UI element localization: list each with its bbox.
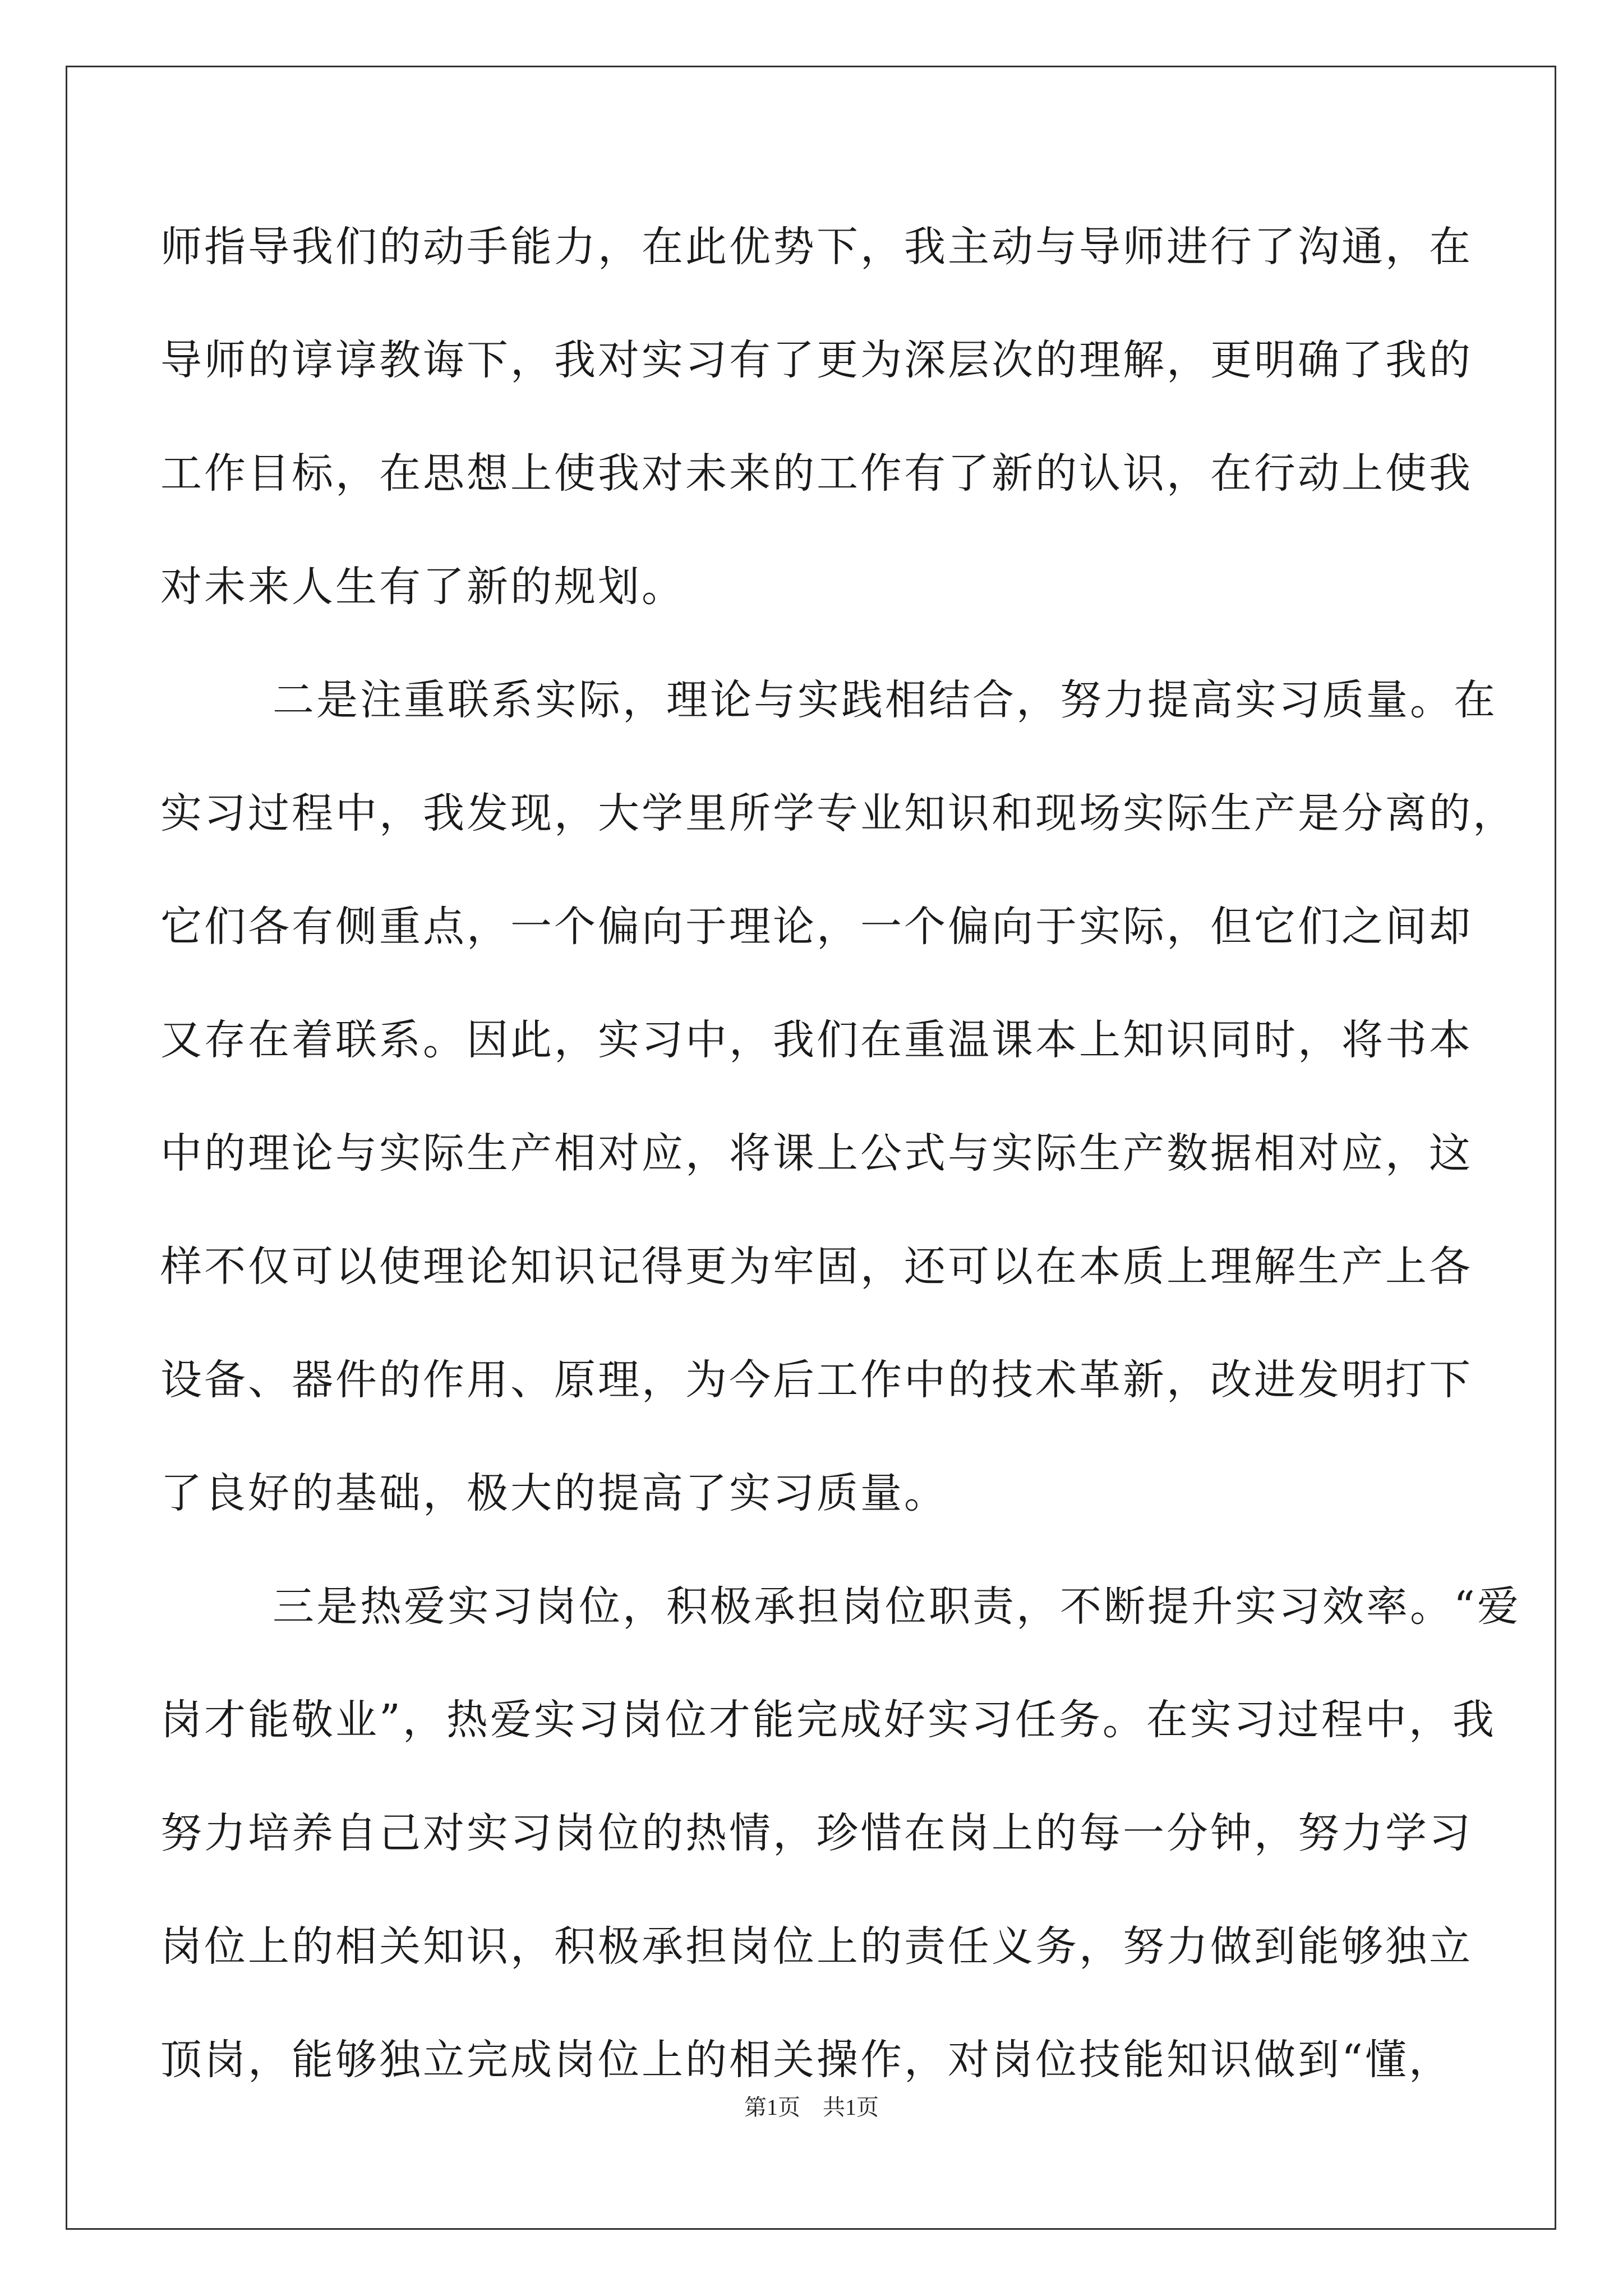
paragraph-first-line: 三是热爱实习岗位，积极承担岗位职责，不断提升实习效率。“爱 (273, 1582, 1521, 1631)
paragraph-first-line: 二是注重联系实际，理论与实践相结合，努力提高实习质量。在 (273, 676, 1497, 724)
page-footer: 第1页 共1页 (744, 2095, 879, 2120)
text-line: 设备、器件的作用、原理，为今后工作中的技术革新，改进发明打下 (160, 1356, 1473, 1404)
text-line: 顶岗，能够独立完成岗位上的相关操作，对岗位技能知识做到“懂， (160, 2036, 1453, 2084)
text-line: 了良好的基础，极大的提高了实习质量。 (160, 1469, 948, 1517)
text-line: 又存在着联系。因此，实习中，我们在重温课本上知识同时，将书本 (160, 1016, 1473, 1064)
text-line: 对未来人生有了新的规划。 (160, 563, 685, 611)
text-line: 师指导我们的动手能力，在此优势下，我主动与导师进行了沟通，在 (160, 223, 1473, 271)
text-line: 导师的谆谆教诲下，我对实习有了更为深层次的理解，更明确了我的 (160, 336, 1473, 384)
text-line: 实习过程中，我发现，大学里所学专业知识和现场实际生产是分离的， (160, 789, 1516, 838)
text-line: 它们各有侧重点，一个偏向于理论，一个偏向于实际，但它们之间却 (160, 903, 1473, 951)
text-line: 中的理论与实际生产相对应，将课上公式与实际生产数据相对应，这 (160, 1129, 1473, 1177)
text-line: 样不仅可以使理论知识记得更为牢固，还可以在本质上理解生产上各 (160, 1243, 1473, 1291)
text-line: 岗才能敬业”，热爱实习岗位才能完成好实习任务。在实习过程中，我 (160, 1696, 1496, 1744)
text-line: 努力培养自己对实习岗位的热情，珍惜在岗上的每一分钟，努力学习 (160, 1809, 1473, 1857)
text-line: 工作目标，在思想上使我对未来的工作有了新的认识，在行动上使我 (160, 449, 1473, 498)
text-line: 岗位上的相关知识，积极承担岗位上的责任义务，努力做到能够独立 (160, 1922, 1473, 1971)
